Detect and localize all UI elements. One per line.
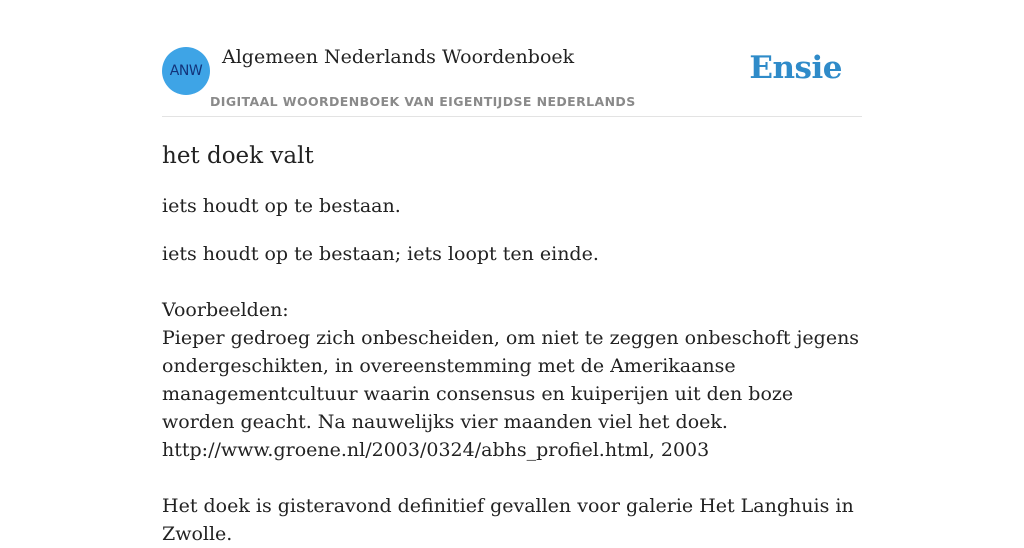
dictionary-subtitle: DIGITAAL WOORDENBOEK VAN EIGENTIJDSE NEDERLANDS (210, 94, 636, 109)
example-item (162, 492, 862, 548)
main-content (162, 0, 862, 548)
ensie-logo[interactable]: Ensie (749, 50, 842, 86)
entry-term: het doek valt (162, 143, 314, 169)
short-definition: iets houdt op te bestaan. (162, 195, 401, 217)
example-text: Het doek is gisteravond definitief gevallen voor galerie Het Langhuis in Zwolle. (162, 495, 854, 545)
example-item (162, 324, 862, 464)
anw-logo[interactable]: ANW (162, 47, 210, 95)
examples-label: Voorbeelden: (162, 299, 289, 321)
dictionary-header (162, 0, 862, 117)
dictionary-title-link[interactable]: Algemeen Nederlands Woordenboek (222, 46, 575, 68)
example-source: http://www.groene.nl/2003/0324/abhs_profiel.html, 2003 (162, 439, 710, 461)
example-text: Pieper gedroeg zich onbescheiden, om niet te zeggen onbeschoft jegens ondergeschikten, in overeenstemming met de Amerikaanse managementcultuur waarin consensus en kuiperijen uit den boze worden geacht. Na nauwelijks vier maanden viel het doek. (162, 327, 860, 433)
examples-section (162, 296, 862, 548)
long-definition: iets houdt op te bestaan; iets loopt ten einde. (162, 243, 599, 265)
